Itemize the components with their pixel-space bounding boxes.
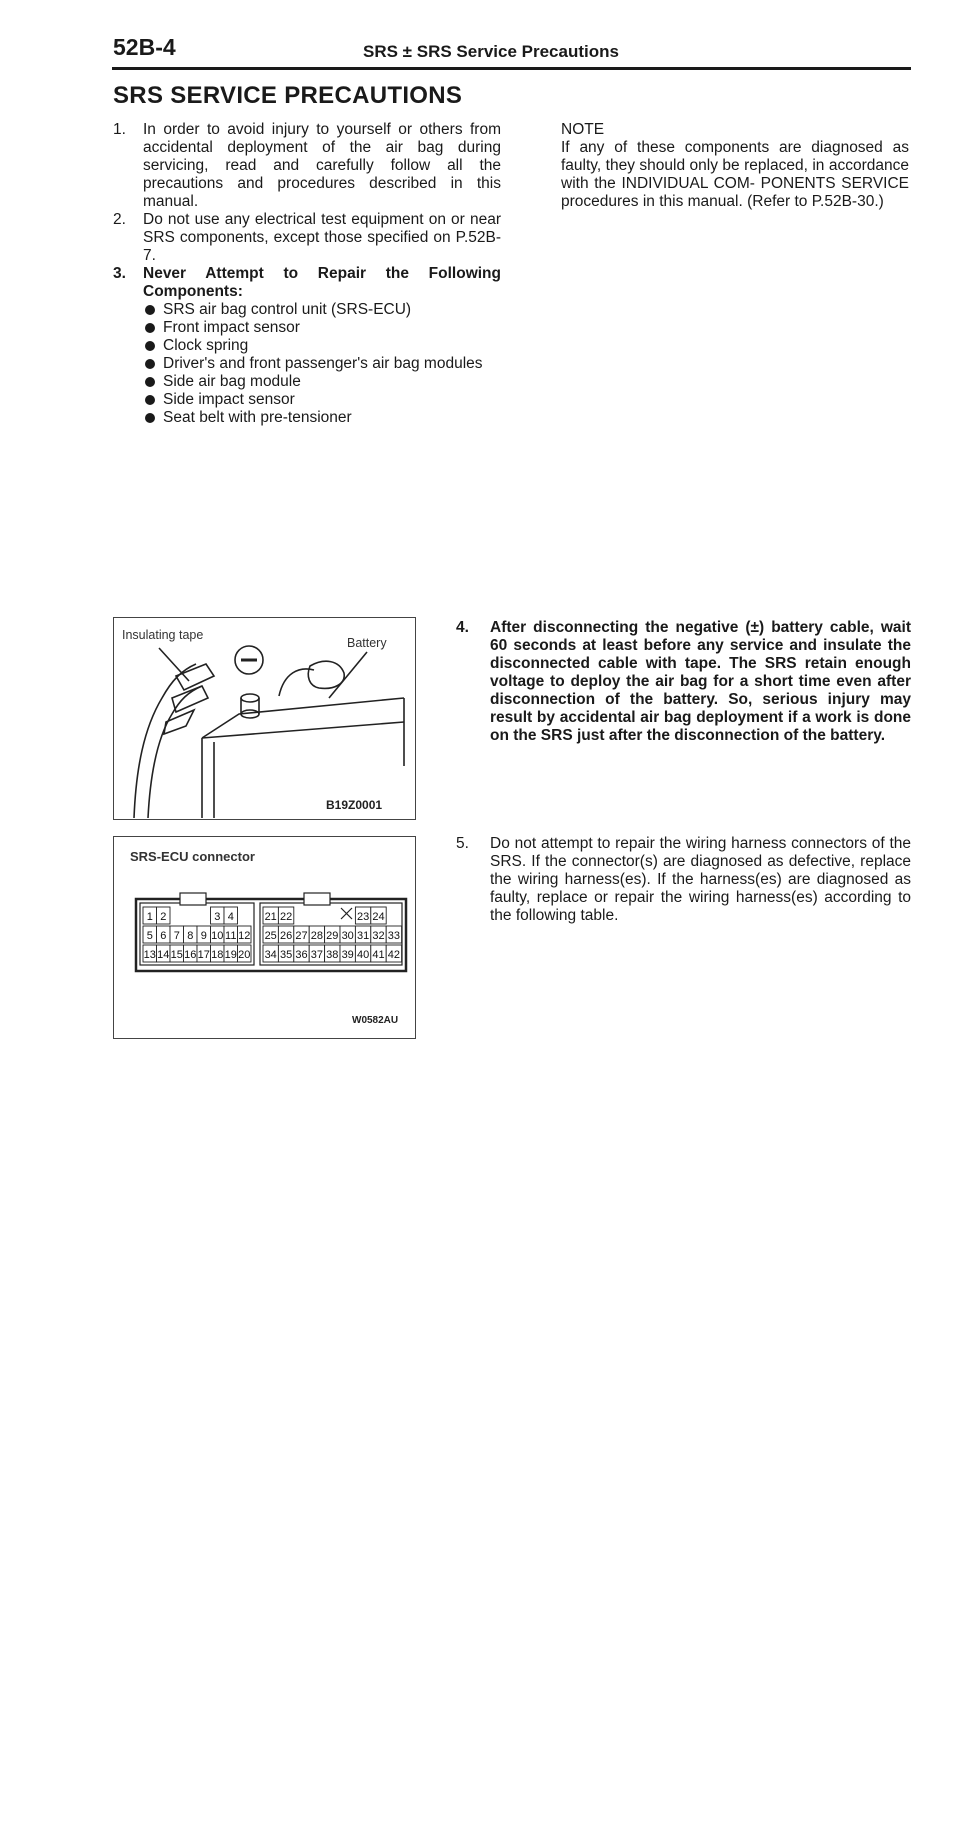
bullet-icon <box>145 323 155 333</box>
item-number: 2. <box>113 211 126 228</box>
bullet-icon <box>145 413 155 423</box>
pin-label: 26 <box>279 930 293 942</box>
pin-label: 15 <box>170 949 183 961</box>
precautions-list <box>113 121 501 427</box>
pin-label: 39 <box>341 949 354 961</box>
note-block <box>561 121 909 211</box>
component-label: Side air bag module <box>163 373 301 390</box>
pin-label: 6 <box>160 930 167 942</box>
pin-label: 19 <box>224 949 237 961</box>
component-item <box>145 301 501 319</box>
component-item <box>145 409 501 427</box>
left-pin-group <box>143 907 251 962</box>
step-number: 5. <box>456 835 469 852</box>
figure-code: W0582AU <box>352 1015 399 1026</box>
pin-label: 35 <box>279 949 293 961</box>
pin-label: 8 <box>187 930 194 942</box>
figure-code: B19Z0001 <box>326 798 383 812</box>
pin-label: 30 <box>341 930 354 942</box>
connector-diagram <box>114 837 415 1038</box>
connector-lock-right <box>304 893 330 905</box>
component-label: Driver's and front passenger's air bag modules <box>163 355 483 372</box>
step-5 <box>456 835 911 925</box>
pin-label: 29 <box>326 930 339 942</box>
pin-label: 40 <box>356 949 370 961</box>
pin-label: 22 <box>279 911 293 923</box>
components-list <box>113 301 501 427</box>
pin-label: 25 <box>264 930 277 942</box>
page-number: 52B-4 <box>113 34 176 60</box>
battery-figure <box>113 617 416 820</box>
battery-illustration <box>114 618 415 819</box>
pin-label: 27 <box>295 930 308 942</box>
pin-label: 28 <box>310 930 324 942</box>
pin-label: 33 <box>387 930 401 942</box>
pin-label: 5 <box>146 930 153 942</box>
list-item <box>113 121 501 211</box>
right-pin-group <box>263 907 402 962</box>
step-4 <box>456 619 911 745</box>
bullet-icon <box>145 305 155 315</box>
bullet-icon <box>145 341 155 351</box>
pin-label: 7 <box>173 930 180 942</box>
component-label: Front impact sensor <box>163 319 300 336</box>
component-item <box>145 337 501 355</box>
pin-label: 34 <box>264 949 277 961</box>
pin-label: 17 <box>197 949 210 961</box>
pin-label: 21 <box>264 911 277 923</box>
step-number: 4. <box>456 619 469 636</box>
component-label: SRS air bag control unit (SRS-ECU) <box>163 301 412 318</box>
pin-label: 18 <box>211 949 224 961</box>
pin-label: 38 <box>326 949 339 961</box>
pin-label: 37 <box>310 949 324 961</box>
connector-figure <box>113 836 416 1039</box>
bullet-icon <box>145 359 155 369</box>
pin-label: 31 <box>356 930 370 942</box>
battery-label: Battery <box>347 636 387 650</box>
pin-label: 32 <box>372 930 385 942</box>
item-text: In order to avoid injury to yourself or others from accidental deployment of the air bag during servicing, read and carefully follow all the precautions and procedures described in this manual. <box>143 121 501 210</box>
connector-lock-left <box>180 893 206 905</box>
connector-label: SRS-ECU connector <box>130 849 255 864</box>
item-number: 1. <box>113 121 126 138</box>
list-item <box>113 265 501 301</box>
pin-label: 1 <box>146 911 153 923</box>
pin-label: 23 <box>356 911 370 923</box>
pin-label: 36 <box>295 949 308 961</box>
note-heading: NOTE <box>561 121 605 138</box>
bullet-icon <box>145 377 155 387</box>
insulating-tape-label: Insulating tape <box>122 628 204 642</box>
pin-label: 41 <box>372 949 385 961</box>
item-text: Do not use any electrical test equipment on or near SRS components, except those specified on P.52B-7. <box>143 211 501 264</box>
pin-label: 16 <box>184 949 197 961</box>
component-item <box>145 355 501 373</box>
note-text: If any of these components are diagnosed as faulty, they should only be replaced, in accordance with the INDIVIDUAL COM- PONENTS SERVICE procedures in this manual. (Refer to P.52B-30.) <box>561 139 909 210</box>
step-text: Do not attempt to repair the wiring harness connectors of the SRS. If the connector(s) are diagnosed as defective, replace the wiring harness(es). If the harness(es) are diagnosed as faulty, replace or repair the wiring harness(es) according to the following table. <box>490 835 911 924</box>
pin-label: 13 <box>143 949 156 961</box>
step-text: After disconnecting the negative (±) battery cable, wait 60 seconds at least before any service and insulate the disconnected cable with tape. The SRS retain enough voltage to deploy the air bag for a short time even after disconnection of the battery. So, serious injury may result by accidental air bag deployment if a work is done on the SRS just after the disconnection of the battery. <box>490 619 911 744</box>
pin-label: 12 <box>238 930 251 942</box>
pin-label: 20 <box>238 949 251 961</box>
component-item <box>145 319 501 337</box>
pin-label: 42 <box>387 949 401 961</box>
item-number: 3. <box>113 265 126 282</box>
header-title: SRS ± SRS Service Precautions <box>363 42 619 61</box>
pin-label: 14 <box>157 949 170 961</box>
component-item <box>145 373 501 391</box>
pin-label: 9 <box>200 930 207 942</box>
pin-label: 3 <box>214 911 221 923</box>
list-item <box>113 211 501 265</box>
pin-label: 11 <box>225 930 237 942</box>
bullet-icon <box>145 395 155 405</box>
component-label: Seat belt with pre-tensioner <box>163 409 352 426</box>
pin-label: 24 <box>372 911 385 923</box>
component-label: Side impact sensor <box>163 391 295 408</box>
pin-label: 2 <box>160 911 167 923</box>
header-rule <box>112 67 911 70</box>
item-text: Never Attempt to Repair the Following Components: <box>143 265 501 300</box>
section-title: SRS SERVICE PRECAUTIONS <box>113 82 463 109</box>
pin-label: 10 <box>211 930 224 942</box>
pin-label: 4 <box>227 911 234 923</box>
component-label: Clock spring <box>163 337 249 354</box>
component-item <box>145 391 501 409</box>
